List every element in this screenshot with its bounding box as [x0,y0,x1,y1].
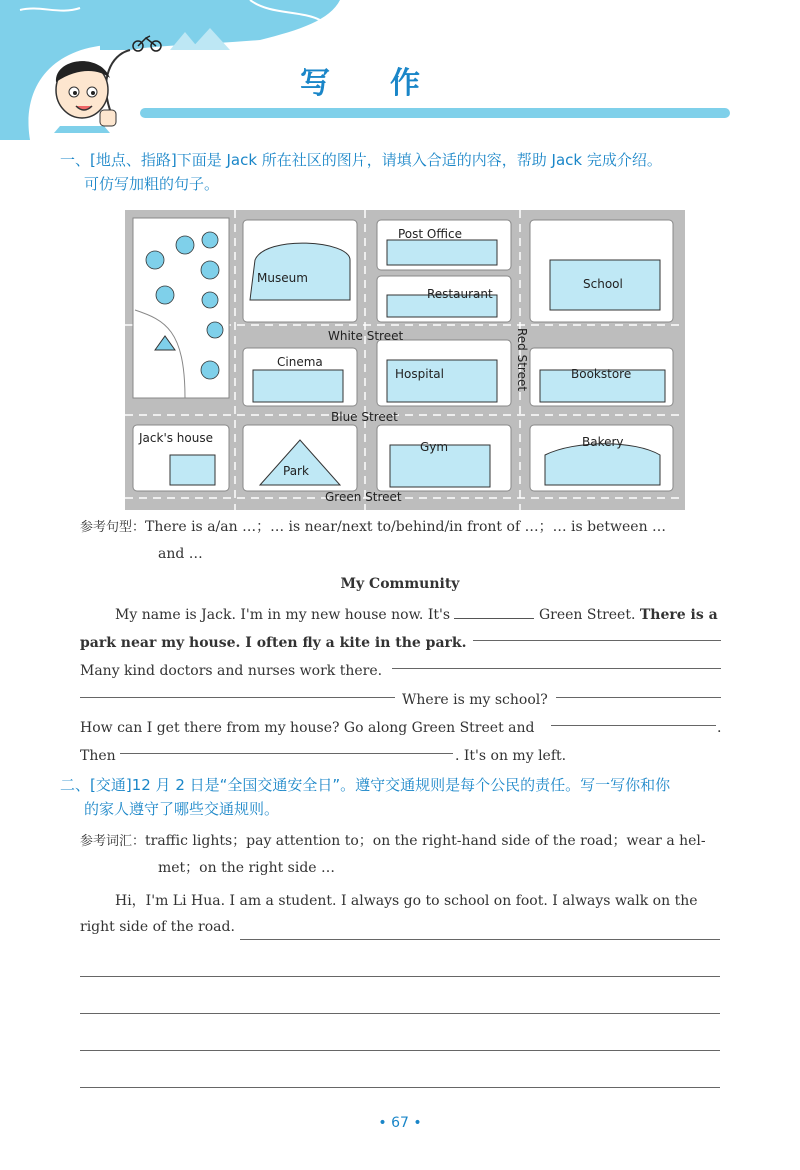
essay-line3: Many kind doctors and nurses work there. [80,663,383,679]
reference1-line1: There is a/an …；… is near/next to/behind/in front of …；… is between … [145,519,667,535]
bakery-building [545,444,660,485]
park-label: Park [283,464,309,478]
hospital-label: Hospital [395,367,444,381]
reference-sentences [80,514,730,568]
essay-line1 [115,601,725,629]
blank-6[interactable] [551,725,716,726]
blank-3[interactable] [392,668,721,669]
reference2-label: 参考词汇： [80,834,146,849]
community-map [125,210,685,510]
reference2-line2: met；on the right side … [158,860,336,876]
page-number: • 67 • [378,1115,422,1131]
jacks-house-label: Jack's house [139,431,213,445]
essay-p1a: My name is Jack. I'm in my new house now. It's [115,607,451,623]
writing-line-4[interactable] [80,1050,720,1051]
reference2-line1: traffic lights；pay attention to；on the right-hand side of the road；wear a hel- [145,833,706,849]
blank-2[interactable] [473,640,721,641]
blue-street-label: Blue Street [331,410,398,424]
blank-4[interactable] [80,697,395,698]
bakery-label: Bakery [582,435,624,449]
white-street-label: White Street [328,329,404,343]
reference1-line2: and … [158,546,203,562]
reference1-label: 参考句型： [80,520,146,535]
cinema-building [253,370,343,402]
essay-line6b: . It's on my left. [455,748,567,764]
cinema-label: Cinema [277,355,323,369]
restaurant-label: Restaurant [427,287,493,301]
essay-p1b: Green Street. [538,607,636,623]
essay-title: My Community [340,576,460,592]
writing-line-5[interactable] [80,1087,720,1088]
writing-line-1[interactable] [240,939,720,940]
blank-5[interactable] [556,697,721,698]
essay-line6a: Then [80,748,116,764]
section2-line2: 的家人遵守了哪些交通规则。 [84,800,280,818]
museum-label: Museum [257,271,308,285]
section1-line1: 一、[地点、指路]下面是 Jack 所在社区的图片，请填入合适的内容，帮助 Jack 完成介绍。 [60,151,662,169]
blank-1[interactable] [454,602,534,619]
essay-line5: How can I get there from my house? Go along Green Street and [80,720,535,736]
page-title: 写作 [300,66,480,101]
post-office-building [387,240,497,265]
writing-line-2[interactable] [80,976,720,977]
bookstore-label: Bookstore [571,367,632,381]
jacks-house-building [170,455,215,485]
essay-line5-end: . [717,720,722,736]
cartoon-boy-avatar [40,48,130,133]
section1-instruction [60,148,760,196]
school-label: School [583,277,623,291]
blank-7[interactable] [120,753,453,754]
essay-p2bold: park near my house. I often fly a kite in the park. [80,635,467,651]
gym-label: Gym [420,440,449,454]
essay-p1bold: There is a [639,607,718,623]
red-street-label: Red Street [515,328,529,392]
essay-line2 [80,629,725,657]
post-office-label: Post Office [398,227,462,241]
essay2-line1: Hi，I'm Li Hua. I am a student. I always go to school on foot. I always walk on the [115,893,698,909]
section1-line2: 可仿写加粗的句子。 [84,175,220,193]
essay2-line2: right side of the road. [80,919,235,935]
green-street-label: Green Street [325,490,402,504]
writing-line-3[interactable] [80,1013,720,1014]
section2-line1: 二、[交通]12 月 2 日是“全国交通安全日”。遵守交通规则是每个公民的责任。写一写你和你 [60,776,671,794]
section2-instruction [60,773,760,821]
reference-vocabulary [80,828,730,882]
essay-line4: Where is my school? [402,692,548,708]
header-bar [140,108,730,118]
